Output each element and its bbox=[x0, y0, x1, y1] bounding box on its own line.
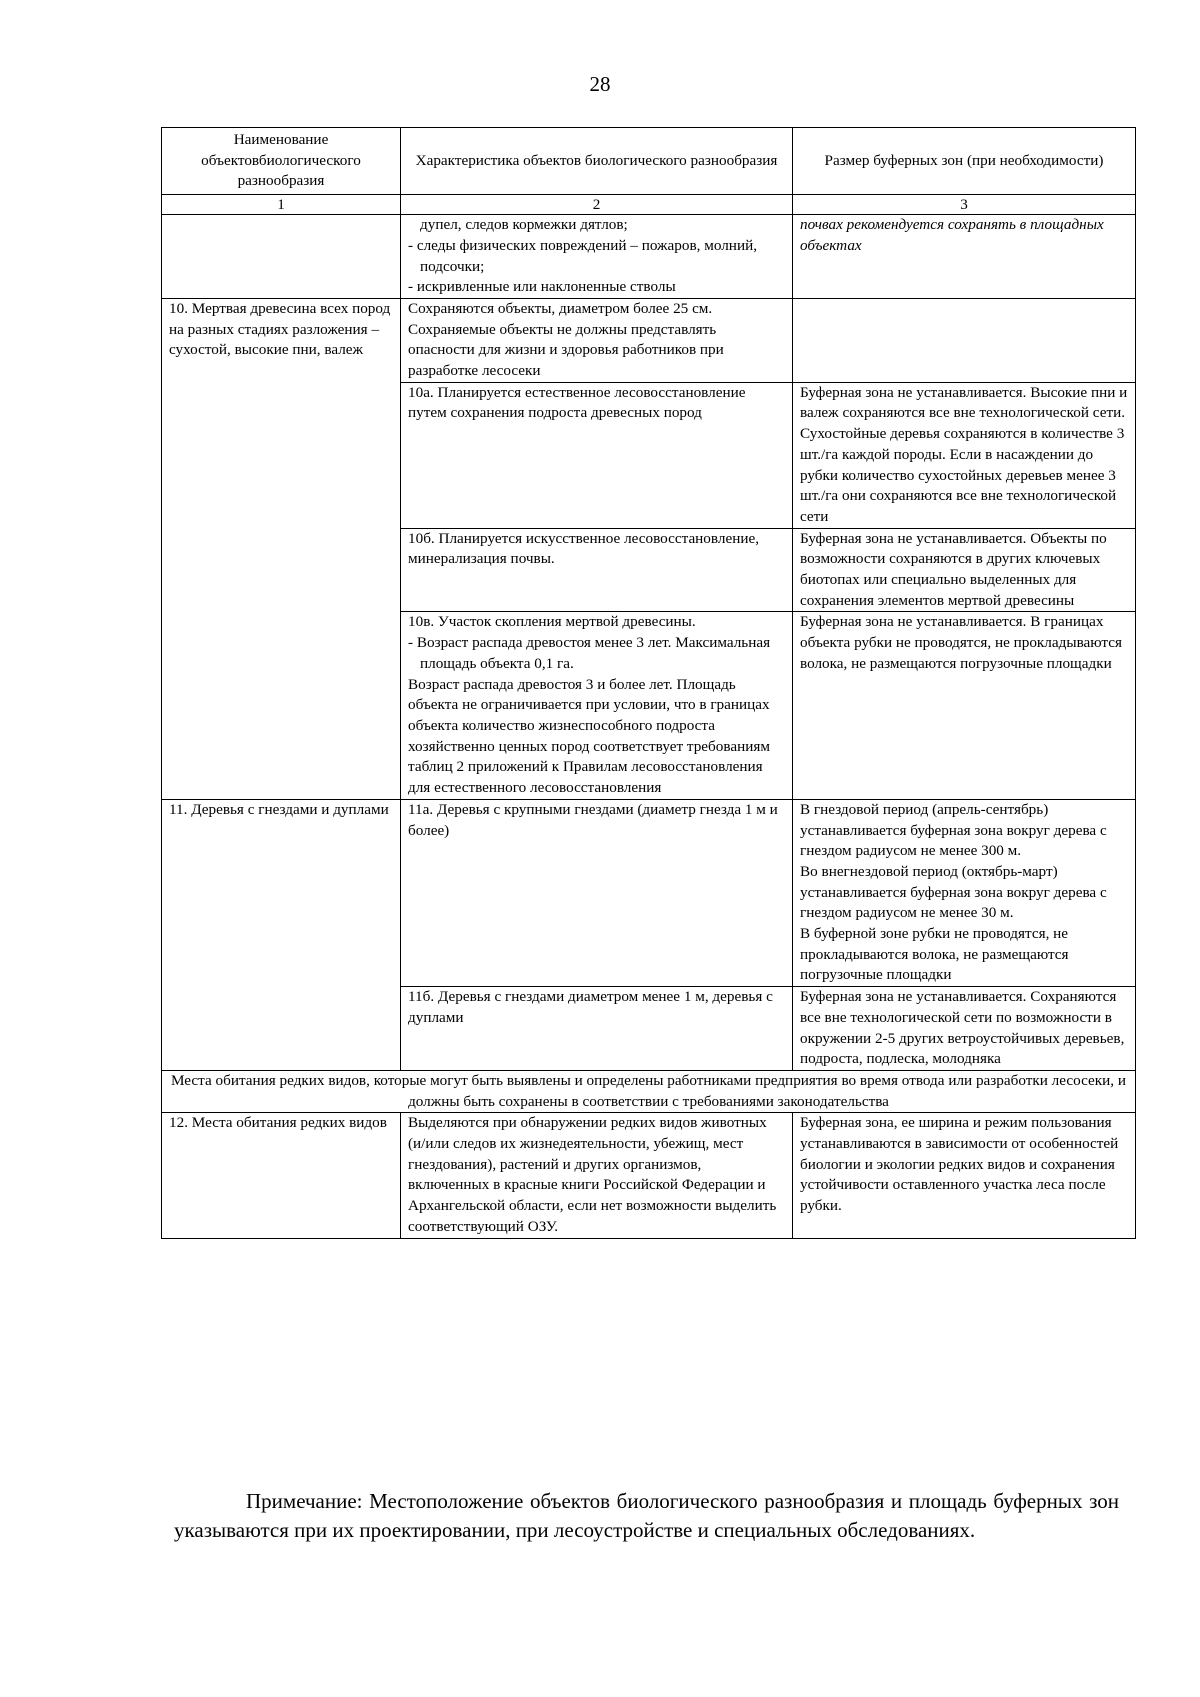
row-10c-buffer: Буферная зона не устанавливается. В границах объекта рубки не проводятся, не прокладываются волока, не размещаются погрузочные площадки bbox=[793, 612, 1136, 799]
continuation-buffer-cell bbox=[793, 215, 1136, 299]
continuation-line: дупел, следов кормежки дятлов; bbox=[420, 216, 628, 234]
continuation-name-cell bbox=[162, 215, 401, 299]
row-11b-buffer: Буферная зона не устанавливается. Сохраняются все вне технологической сети по возможности в окружении 2-5 других ветроустойчивых деревьев, подроста, подлеска, молодняка bbox=[793, 987, 1136, 1071]
row-11-name: 11. Деревья с гнездами и дуплами bbox=[162, 799, 401, 1070]
footnote-note: Примечание: Местоположение объектов биологического разнообразия и площадь буферных зон указываются при их проектировании, при лесоустройстве и специальных обследованиях. bbox=[174, 1489, 1119, 1542]
row-10a-desc: 10а. Планируется естественное лесовосстановление путем сохранения подроста древесных пород bbox=[401, 382, 793, 528]
header-buffer-size: Размер буферных зон (при необходимости) bbox=[793, 128, 1136, 195]
header-name: Наименование объектовбиологического разнообразия bbox=[162, 128, 401, 195]
column-number-2: 2 bbox=[401, 195, 793, 215]
row-10c-title: 10в. Участок скопления мертвой древесины. bbox=[408, 613, 696, 631]
table-section-header-row bbox=[162, 1070, 1136, 1112]
row-11a-buffer bbox=[793, 799, 1136, 986]
column-number-3: 3 bbox=[793, 195, 1136, 215]
row-10c-text: Возраст распада древостоя 3 и более лет. Площадь объекта не ограничивается при условии, что в границах объекта количество жизнеспособного подроста хозяйственно ценных пород соответствует требованиям таблиц 2 приложений к Правилам лесовосстановления для естественного лесовосстановления bbox=[408, 675, 770, 797]
row-10c-item: - Возраст распада древостоя менее 3 лет. Максимальная площадь объекта 0,1 га. bbox=[408, 634, 771, 672]
row-11a-buffer-non-nesting: Во внегнездовой период (октябрь-март) устанавливается буферная зона вокруг дерева с гнездом радиусом не менее 30 м. bbox=[800, 862, 1107, 922]
table-row-12 bbox=[162, 1113, 1136, 1238]
row-10a-buffer: Буферная зона не устанавливается. Высокие пни и валеж сохраняются все вне технологической сети. Сухостойные деревья сохраняются в количестве 3 шт./га каждой породы. Если в насаждении до рубки количество сухостойных деревьев менее 3 шт./га они сохраняются все вне технологической сети bbox=[793, 382, 1136, 528]
table-row-10-intro bbox=[162, 298, 1136, 382]
row-10b-buffer: Буферная зона не устанавливается. Объекты по возможности сохраняются в других ключевых биотопах или специально выделенных для сохранения элементов мертвой древесины bbox=[793, 528, 1136, 612]
row-11b-desc: 11б. Деревья с гнездами диаметром менее 1 м, деревья с дуплами bbox=[401, 987, 793, 1071]
continuation-item: - следы физических повреждений – пожаров, молний, подсочки; bbox=[408, 236, 757, 275]
row-10-intro: Сохраняются объекты, диаметром более 25 см. Сохраняемые объекты не должны представлять опасности для жизни и здоровья работников при разработке лесосеки bbox=[401, 298, 793, 382]
row-10-intro-buffer bbox=[793, 298, 1136, 382]
row-10-name: 10. Мертвая древесина всех пород на разных стадиях разложения – сухостой, высокие пни, валеж bbox=[162, 298, 401, 799]
continuation-desc-cell bbox=[401, 215, 793, 299]
header-characteristic: Характеристика объектов биологического разнообразия bbox=[401, 128, 793, 195]
row-10b-desc: 10б. Планируется искусственное лесовосстановление, минерализация почвы. bbox=[401, 528, 793, 612]
table-row-11a bbox=[162, 799, 1136, 986]
row-11a-desc: 11а. Деревья с крупными гнездами (диаметр гнезда 1 м и более) bbox=[401, 799, 793, 986]
row-11a-buffer-nesting: В гнездовой период (апрель-сентябрь) устанавливается буферная зона вокруг дерева с гнездом радиусом не менее 300 м. bbox=[800, 800, 1107, 860]
column-number-row bbox=[162, 195, 1136, 215]
section-header-rare-species: Места обитания редких видов, которые могут быть выявлены и определены работниками предприятия во время отвода или разработки лесосеки, и должны быть сохранены в соответствии с требованиями законодательства bbox=[162, 1070, 1136, 1112]
continuation-buffer-text: почвах рекомендуется сохранять в площадных объектах bbox=[800, 216, 1104, 254]
row-12-desc: Выделяются при обнаружении редких видов животных (и/или следов их жизнедеятельности, убежищ, мест гнездования), растений и других организмов, включенных в красные книги Российской Федерации и Архангельской области, если нет возможности выделить соответствующий ОЗУ. bbox=[401, 1113, 793, 1238]
row-12-name: 12. Места обитания редких видов bbox=[162, 1113, 401, 1238]
continuation-item: - искривленные или наклоненные стволы bbox=[408, 278, 676, 296]
table-row-continuation bbox=[162, 215, 1136, 299]
row-11a-buffer-rules: В буферной зоне рубки не проводятся, не прокладываются волока, не размещаются погрузочные площадки bbox=[800, 925, 1069, 984]
row-10c-desc bbox=[401, 612, 793, 799]
column-number-1: 1 bbox=[162, 195, 401, 215]
page-number: 28 bbox=[589, 72, 611, 96]
table-header-row bbox=[162, 128, 1136, 195]
row-12-buffer: Буферная зона, ее ширина и режим пользования устанавливаются в зависимости от особенностей биологии и экологии редких видов и сохранения устойчивости оставленного участка леса после рубки. bbox=[793, 1113, 1136, 1238]
biodiversity-table bbox=[161, 127, 1136, 1239]
